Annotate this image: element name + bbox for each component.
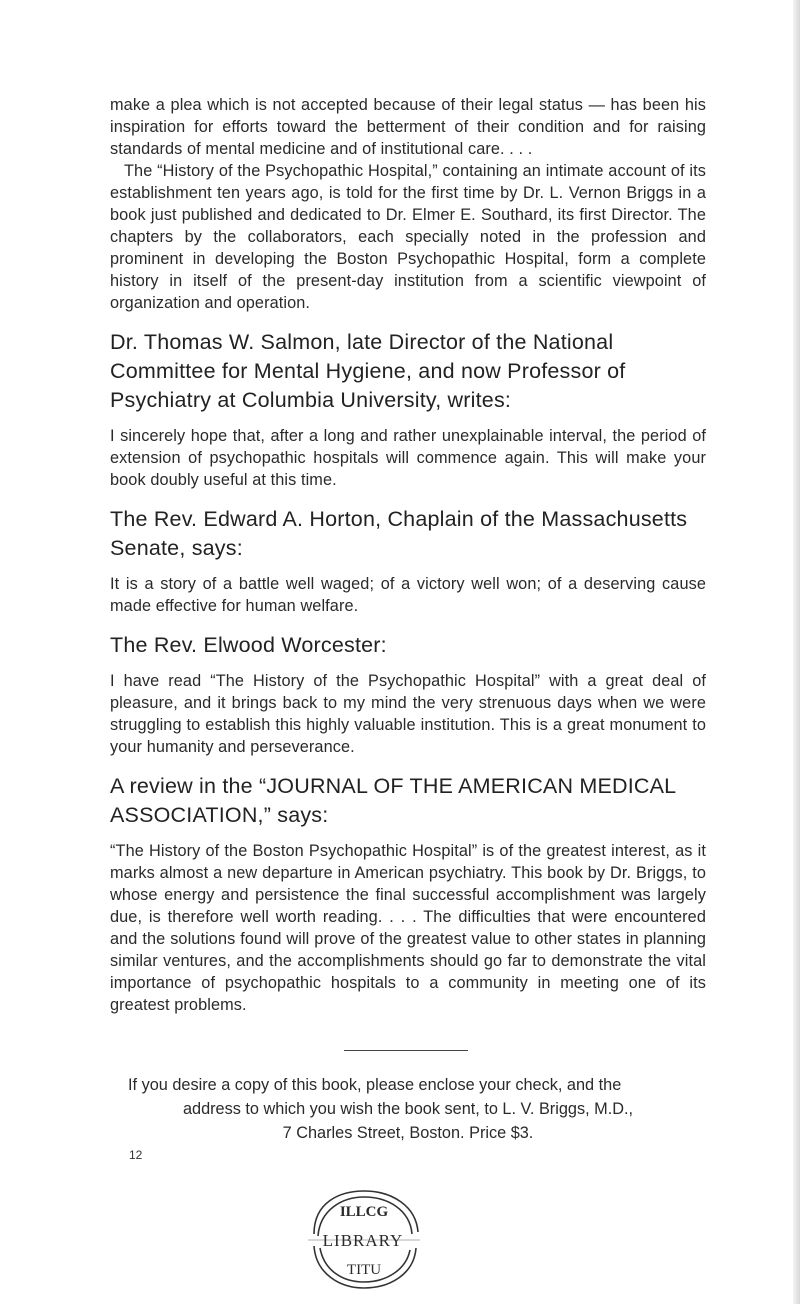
stamp-top-text: ILLCG [339,1204,389,1220]
library-stamp-icon [300,1188,426,1292]
order-information [110,1073,706,1145]
testimonial-heading-worcester: The Rev. Elwood Worcester: [110,633,387,657]
text-column [110,94,706,1145]
testimonial-heading-horton: The Rev. Edward A. Horton, Chaplain of the Massachusetts Senate, says: [110,507,688,560]
stamp-bottom-text: TITU [346,1262,382,1278]
testimonial-heading-salmon: Dr. Thomas W. Salmon, late Director of the National Committee for Mental Hygiene, and now Professor of Psychiatry at Columbia University, writes: [110,330,626,412]
testimonial-quote-horton: It is a story of a battle well waged; of a victory well won; of a deserving cause made effective for human welfare. [110,575,706,615]
testimonial-heading-jama: A review in the “JOURNAL OF THE AMERICAN MEDICAL ASSOCIATION,” says: [110,774,676,827]
stamp-middle-text: LIBRARY [322,1231,404,1250]
order-line-2: address to which you wish the book sent, to L. V. Briggs, M.D., [182,1100,634,1118]
order-line-3: 7 Charles Street, Boston. Price $3. [282,1124,534,1142]
intro-continuation: make a plea which is not accepted because of their legal status — has been his inspiration for efforts toward the betterment of their condition and for raising standards of mental medicine and of institutional care. . . . [110,96,706,158]
testimonial-quote-jama: “The History of the Boston Psychopathic Hospital” is of the greatest interest, as it marks almost a new departure in American psychiatry. This book by Dr. Briggs, to whose energy and persistence the final successful accomplishment was largely due, is therefore well worth reading. . . . The difficulties that were encountered and the solutions found will prove of the greatest value to other states in planning similar ventures, and the accomplishments should go far to demonstrate the vital importance of psychopathic hospitals to a community in meeting one of its greatest problems. [110,842,706,1014]
page-edge [793,0,800,1304]
order-line-1: If you desire a copy of this book, please enclose your check, and the [128,1076,622,1094]
testimonial-quote-worcester: I have read “The History of the Psychopathic Hospital” with a great deal of pleasure, and it brings back to my mind the very strenuous days when we were struggling to establish this highly valuable institution. This is a great monument to your humanity and perseverance. [110,672,706,756]
page-number: 12 [129,1148,143,1162]
section-divider [344,1050,468,1051]
testimonial-quote-salmon: I sincerely hope that, after a long and rather unexplainable interval, the period of extension of psychopathic hospitals will commence again. This will make your book doubly useful at this time. [110,427,706,489]
history-paragraph: The “History of the Psychopathic Hospital,” containing an intimate account of its establishment ten years ago, is told for the first time by Dr. L. Vernon Briggs in a book just published and dedicated to Dr. Elmer E. Southard, its first Director. The chapters by the collaborators, each specially noted in the profession and prominent in developing the Boston Psychopathic Hospital, form a complete history in itself of the present-day institution from a scientific viewpoint of organization and operation. [110,162,706,312]
